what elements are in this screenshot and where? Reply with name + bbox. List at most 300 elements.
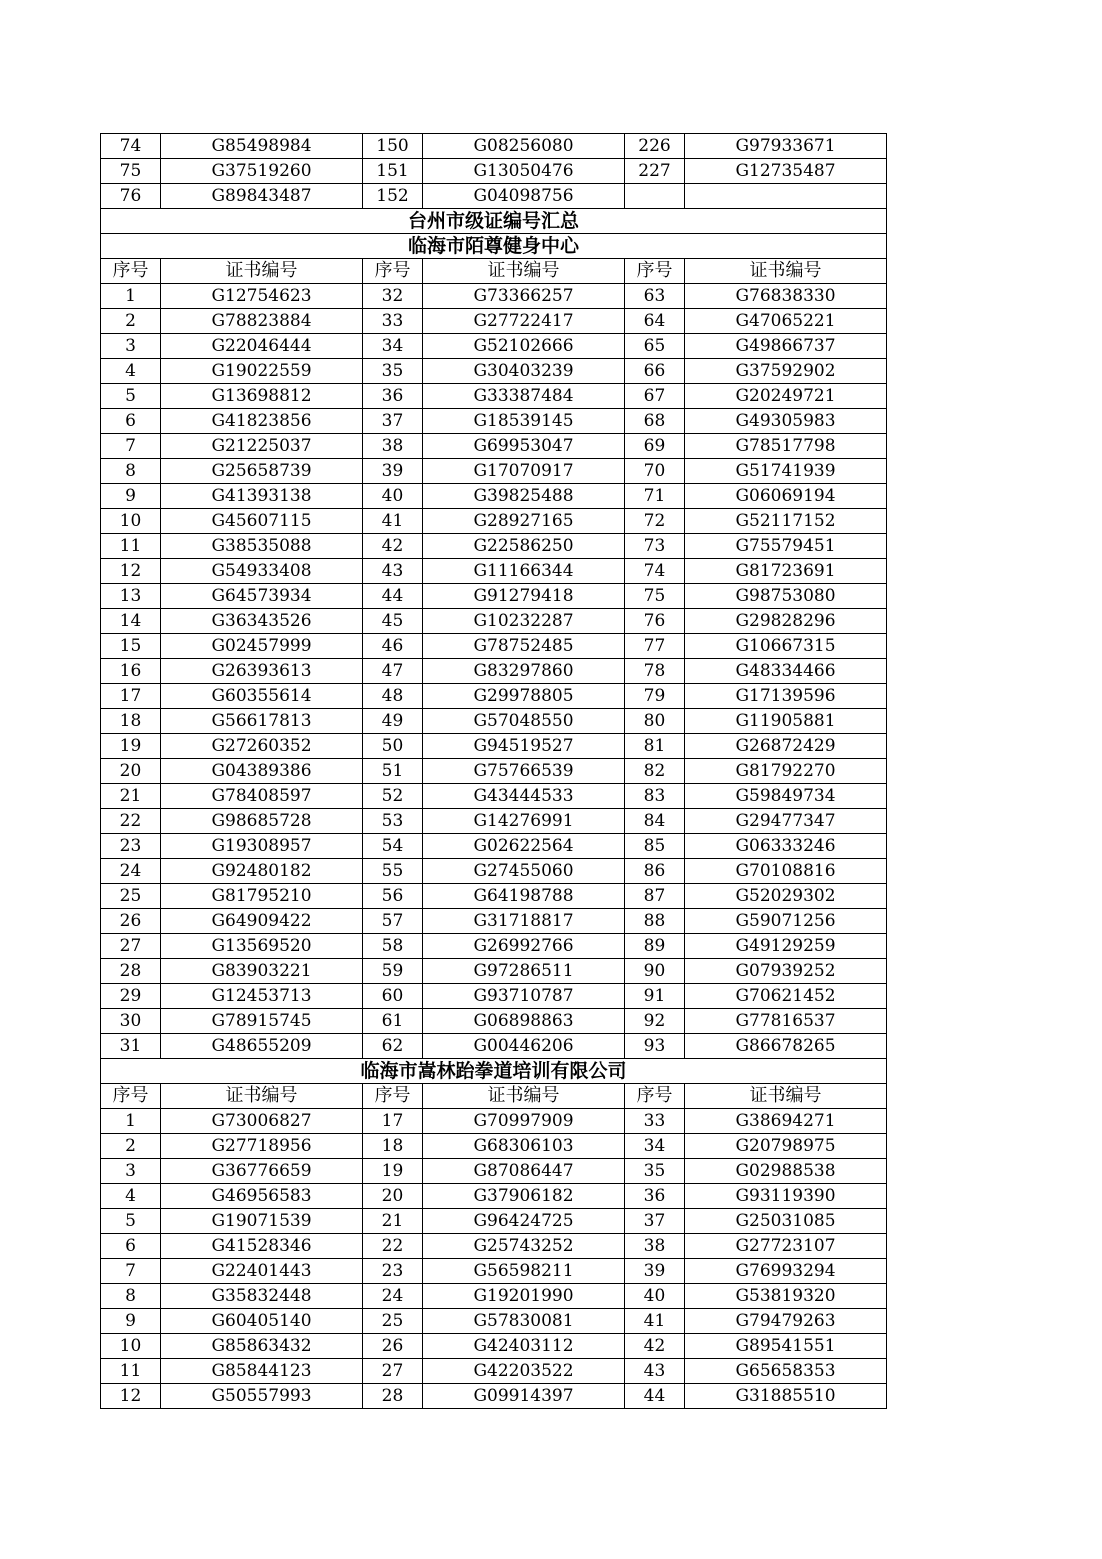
serial-number-cell: 44	[625, 1384, 685, 1409]
serial-number-cell: 9	[101, 484, 161, 509]
certificate-number-cell: G85844123	[161, 1359, 363, 1384]
serial-number-cell: 28	[101, 959, 161, 984]
certificate-number-cell: G45607115	[161, 509, 363, 534]
certificate-number-cell: G75579451	[685, 534, 887, 559]
certificate-number-cell: G13050476	[423, 159, 625, 184]
serial-number-cell: 9	[101, 1309, 161, 1334]
serial-number-cell: 1	[101, 284, 161, 309]
certificate-number-cell: G31885510	[685, 1384, 887, 1409]
certificate-number-cell: G64198788	[423, 884, 625, 909]
serial-number-cell: 83	[625, 784, 685, 809]
section-title-row	[101, 1059, 887, 1084]
serial-number-cell: 87	[625, 884, 685, 909]
table-row	[101, 334, 887, 359]
certificate-number-cell: G22586250	[423, 534, 625, 559]
serial-number-cell: 30	[101, 1009, 161, 1034]
serial-number-cell: 25	[363, 1309, 423, 1334]
certificate-number-header: 证书编号	[161, 1084, 363, 1109]
certificate-number-cell: G65658353	[685, 1359, 887, 1384]
certificate-number-cell: G35832448	[161, 1284, 363, 1309]
certificate-number-cell: G37592902	[685, 359, 887, 384]
serial-number-cell: 4	[101, 359, 161, 384]
table-row	[101, 409, 887, 434]
certificate-number-cell: G54933408	[161, 559, 363, 584]
serial-number-cell: 12	[101, 1384, 161, 1409]
certificate-number-cell: G81792270	[685, 759, 887, 784]
serial-number-cell: 28	[363, 1384, 423, 1409]
certificate-number-cell: G70108816	[685, 859, 887, 884]
certificate-number-cell: G04389386	[161, 759, 363, 784]
certificate-number-cell: G48334466	[685, 659, 887, 684]
serial-number-cell: 2	[101, 309, 161, 334]
summary-title: 台州市级证编号汇总	[101, 209, 887, 234]
serial-number-cell: 72	[625, 509, 685, 534]
table-row	[101, 534, 887, 559]
certificate-number-cell: G97286511	[423, 959, 625, 984]
certificate-number-cell: G79479263	[685, 1309, 887, 1334]
serial-number-cell: 38	[363, 434, 423, 459]
serial-number-cell: 67	[625, 384, 685, 409]
serial-number-cell: 71	[625, 484, 685, 509]
certificate-number-cell: G48655209	[161, 1034, 363, 1059]
serial-number-cell: 22	[101, 809, 161, 834]
certificate-number-cell: G49305983	[685, 409, 887, 434]
serial-number-cell: 11	[101, 1359, 161, 1384]
serial-number-cell: 56	[363, 884, 423, 909]
serial-number-cell: 26	[363, 1334, 423, 1359]
certificate-number-cell	[685, 184, 887, 209]
certificate-number-cell: G26992766	[423, 934, 625, 959]
serial-number-cell: 76	[101, 184, 161, 209]
serial-number-cell: 61	[363, 1009, 423, 1034]
table-row	[101, 434, 887, 459]
serial-number-cell: 33	[625, 1109, 685, 1134]
table-row	[101, 559, 887, 584]
certificate-number-cell: G42203522	[423, 1359, 625, 1384]
serial-number-cell: 74	[625, 559, 685, 584]
serial-number-cell: 15	[101, 634, 161, 659]
certificate-number-cell: G06069194	[685, 484, 887, 509]
table-body	[101, 134, 887, 1409]
certificate-number-header: 证书编号	[161, 259, 363, 284]
serial-number-cell: 42	[625, 1334, 685, 1359]
certificate-number-cell: G51741939	[685, 459, 887, 484]
serial-number-cell: 31	[101, 1034, 161, 1059]
certificate-number-cell: G52117152	[685, 509, 887, 534]
table-row	[101, 884, 887, 909]
certificate-number-cell: G25031085	[685, 1209, 887, 1234]
serial-number-cell: 57	[363, 909, 423, 934]
certificate-number-cell: G18539145	[423, 409, 625, 434]
certificate-number-cell: G06333246	[685, 834, 887, 859]
certificate-number-cell: G29828296	[685, 609, 887, 634]
serial-number-cell: 26	[101, 909, 161, 934]
certificate-number-cell: G83903221	[161, 959, 363, 984]
certificate-number-header: 证书编号	[423, 1084, 625, 1109]
certificate-number-cell: G89541551	[685, 1334, 887, 1359]
certificate-number-cell: G57048550	[423, 709, 625, 734]
certificate-number-cell: G37906182	[423, 1184, 625, 1209]
certificate-number-cell: G27723107	[685, 1234, 887, 1259]
certificate-number-cell: G22401443	[161, 1259, 363, 1284]
certificate-number-cell: G92480182	[161, 859, 363, 884]
serial-number-cell: 27	[363, 1359, 423, 1384]
certificate-number-cell: G49129259	[685, 934, 887, 959]
certificate-number-cell: G93710787	[423, 984, 625, 1009]
serial-number-cell: 41	[363, 509, 423, 534]
serial-number-cell: 38	[625, 1234, 685, 1259]
serial-number-cell	[625, 184, 685, 209]
certificate-number-cell: G85498984	[161, 134, 363, 159]
table-row	[101, 834, 887, 859]
certificate-number-cell: G21225037	[161, 434, 363, 459]
certificate-number-cell: G50557993	[161, 1384, 363, 1409]
certificate-number-cell: G02457999	[161, 634, 363, 659]
table-row	[101, 1259, 887, 1284]
serial-number-cell: 54	[363, 834, 423, 859]
certificate-number-cell: G78752485	[423, 634, 625, 659]
serial-number-cell: 5	[101, 1209, 161, 1234]
serial-number-cell: 35	[625, 1159, 685, 1184]
serial-number-cell: 36	[363, 384, 423, 409]
certificate-number-cell: G96424725	[423, 1209, 625, 1234]
certificate-number-cell: G41393138	[161, 484, 363, 509]
table-row	[101, 634, 887, 659]
certificate-number-cell: G68306103	[423, 1134, 625, 1159]
certificate-number-cell: G33387484	[423, 384, 625, 409]
table-row	[101, 1309, 887, 1334]
table-row	[101, 659, 887, 684]
serial-number-cell: 35	[363, 359, 423, 384]
table-row	[101, 584, 887, 609]
serial-number-cell: 151	[363, 159, 423, 184]
table-row	[101, 809, 887, 834]
serial-number-cell: 24	[363, 1284, 423, 1309]
serial-number-cell: 3	[101, 1159, 161, 1184]
serial-number-cell: 8	[101, 459, 161, 484]
table-row	[101, 184, 887, 209]
serial-number-cell: 16	[101, 659, 161, 684]
serial-number-cell: 27	[101, 934, 161, 959]
serial-number-cell: 18	[101, 709, 161, 734]
certificate-number-cell: G52102666	[423, 334, 625, 359]
serial-number-cell: 10	[101, 509, 161, 534]
serial-number-cell: 92	[625, 1009, 685, 1034]
serial-number-cell: 34	[363, 334, 423, 359]
certificate-number-cell: G19308957	[161, 834, 363, 859]
table-row	[101, 1134, 887, 1159]
serial-number-cell: 18	[363, 1134, 423, 1159]
serial-number-cell: 85	[625, 834, 685, 859]
certificate-number-cell: G98753080	[685, 584, 887, 609]
certificate-number-cell: G13698812	[161, 384, 363, 409]
table-row	[101, 359, 887, 384]
serial-number-cell: 51	[363, 759, 423, 784]
serial-number-cell: 65	[625, 334, 685, 359]
certificate-number-cell: G09914397	[423, 1384, 625, 1409]
serial-number-cell: 58	[363, 934, 423, 959]
table-row	[101, 284, 887, 309]
certificate-number-cell: G28927165	[423, 509, 625, 534]
certificate-number-cell: G19201990	[423, 1284, 625, 1309]
table-row	[101, 509, 887, 534]
table-row	[101, 1359, 887, 1384]
certificate-number-cell: G17139596	[685, 684, 887, 709]
serial-number-cell: 152	[363, 184, 423, 209]
certificate-number-cell: G78408597	[161, 784, 363, 809]
serial-number-cell: 21	[363, 1209, 423, 1234]
certificate-number-cell: G42403112	[423, 1334, 625, 1359]
table-row	[101, 859, 887, 884]
serial-number-cell: 150	[363, 134, 423, 159]
certificate-number-cell: G69953047	[423, 434, 625, 459]
serial-number-cell: 80	[625, 709, 685, 734]
serial-number-cell: 32	[363, 284, 423, 309]
serial-number-cell: 66	[625, 359, 685, 384]
certificate-number-cell: G11905881	[685, 709, 887, 734]
serial-number-cell: 33	[363, 309, 423, 334]
certificate-number-cell: G91279418	[423, 584, 625, 609]
serial-number-cell: 79	[625, 684, 685, 709]
certificate-number-cell: G07939252	[685, 959, 887, 984]
certificate-number-cell: G97933671	[685, 134, 887, 159]
certificate-number-cell: G19071539	[161, 1209, 363, 1234]
serial-number-cell: 3	[101, 334, 161, 359]
table-row	[101, 384, 887, 409]
certificate-number-cell: G93119390	[685, 1184, 887, 1209]
serial-number-cell: 75	[101, 159, 161, 184]
serial-number-cell: 6	[101, 409, 161, 434]
serial-number-cell: 10	[101, 1334, 161, 1359]
serial-number-header: 序号	[363, 259, 423, 284]
serial-number-cell: 7	[101, 434, 161, 459]
table-row	[101, 734, 887, 759]
certificate-number-cell: G56598211	[423, 1259, 625, 1284]
certificate-number-cell: G59071256	[685, 909, 887, 934]
serial-number-cell: 88	[625, 909, 685, 934]
serial-number-cell: 47	[363, 659, 423, 684]
serial-number-cell: 45	[363, 609, 423, 634]
table-row	[101, 1184, 887, 1209]
serial-number-cell: 64	[625, 309, 685, 334]
serial-number-cell: 81	[625, 734, 685, 759]
serial-number-cell: 40	[363, 484, 423, 509]
table-row	[101, 684, 887, 709]
certificate-number-cell: G12735487	[685, 159, 887, 184]
certificate-number-cell: G60355614	[161, 684, 363, 709]
table-row	[101, 909, 887, 934]
table-row	[101, 134, 887, 159]
serial-number-cell: 37	[625, 1209, 685, 1234]
table-row	[101, 1209, 887, 1234]
certificate-number-cell: G37519260	[161, 159, 363, 184]
certificate-number-cell: G27455060	[423, 859, 625, 884]
certificate-number-cell: G00446206	[423, 1034, 625, 1059]
serial-number-cell: 4	[101, 1184, 161, 1209]
certificate-number-cell: G60405140	[161, 1309, 363, 1334]
serial-number-cell: 23	[363, 1259, 423, 1284]
serial-number-cell: 46	[363, 634, 423, 659]
certificate-number-cell: G43444533	[423, 784, 625, 809]
serial-number-header: 序号	[363, 1084, 423, 1109]
certificate-number-cell: G78915745	[161, 1009, 363, 1034]
serial-number-cell: 227	[625, 159, 685, 184]
certificate-number-cell: G47065221	[685, 309, 887, 334]
certificate-number-cell: G02988538	[685, 1159, 887, 1184]
serial-number-cell: 5	[101, 384, 161, 409]
certificate-number-cell: G20798975	[685, 1134, 887, 1159]
serial-number-cell: 69	[625, 434, 685, 459]
serial-number-cell: 20	[363, 1184, 423, 1209]
table-row	[101, 1384, 887, 1409]
certificate-number-cell: G29978805	[423, 684, 625, 709]
serial-number-cell: 7	[101, 1259, 161, 1284]
serial-number-cell: 17	[101, 684, 161, 709]
table-row	[101, 1009, 887, 1034]
section-title-row	[101, 234, 887, 259]
certificate-number-cell: G75766539	[423, 759, 625, 784]
certificate-number-cell: G11166344	[423, 559, 625, 584]
certificate-number-cell: G36343526	[161, 609, 363, 634]
certificate-number-cell: G81795210	[161, 884, 363, 909]
certificate-number-cell: G26393613	[161, 659, 363, 684]
certificate-number-cell: G17070917	[423, 459, 625, 484]
serial-number-cell: 70	[625, 459, 685, 484]
table-row	[101, 1234, 887, 1259]
serial-number-header: 序号	[101, 259, 161, 284]
certificate-number-cell: G64573934	[161, 584, 363, 609]
certificate-number-cell: G20249721	[685, 384, 887, 409]
certificate-number-cell: G86678265	[685, 1034, 887, 1059]
serial-number-cell: 76	[625, 609, 685, 634]
certificate-number-cell: G30403239	[423, 359, 625, 384]
certificate-number-cell: G49866737	[685, 334, 887, 359]
serial-number-header: 序号	[101, 1084, 161, 1109]
certificate-number-cell: G27722417	[423, 309, 625, 334]
serial-number-cell: 19	[101, 734, 161, 759]
certificate-number-cell: G25658739	[161, 459, 363, 484]
table-row	[101, 1109, 887, 1134]
serial-number-cell: 75	[625, 584, 685, 609]
certificate-number-cell: G27260352	[161, 734, 363, 759]
certificate-number-cell: G38535088	[161, 534, 363, 559]
certificate-number-cell: G41823856	[161, 409, 363, 434]
certificate-number-cell: G73366257	[423, 284, 625, 309]
serial-number-cell: 17	[363, 1109, 423, 1134]
certificate-number-cell: G39825488	[423, 484, 625, 509]
certificate-number-cell: G02622564	[423, 834, 625, 859]
certificate-number-cell: G31718817	[423, 909, 625, 934]
certificate-number-cell: G14276991	[423, 809, 625, 834]
table-row	[101, 159, 887, 184]
table-row	[101, 459, 887, 484]
serial-number-cell: 43	[625, 1359, 685, 1384]
certificate-number-header: 证书编号	[685, 259, 887, 284]
serial-number-cell: 48	[363, 684, 423, 709]
certificate-number-cell: G25743252	[423, 1234, 625, 1259]
serial-number-cell: 60	[363, 984, 423, 1009]
certificate-number-cell: G78823884	[161, 309, 363, 334]
section-title: 临海市嵩林跆拳道培训有限公司	[101, 1059, 887, 1084]
serial-number-cell: 40	[625, 1284, 685, 1309]
serial-number-header: 序号	[625, 259, 685, 284]
serial-number-cell: 84	[625, 809, 685, 834]
table-row	[101, 709, 887, 734]
certificate-number-header: 证书编号	[423, 259, 625, 284]
certificate-number-cell: G41528346	[161, 1234, 363, 1259]
serial-number-cell: 21	[101, 784, 161, 809]
certificate-number-cell: G53819320	[685, 1284, 887, 1309]
certificate-number-cell: G77816537	[685, 1009, 887, 1034]
serial-number-cell: 42	[363, 534, 423, 559]
serial-number-cell: 25	[101, 884, 161, 909]
serial-number-cell: 12	[101, 559, 161, 584]
certificate-number-cell: G73006827	[161, 1109, 363, 1134]
serial-number-cell: 89	[625, 934, 685, 959]
certificate-number-cell: G87086447	[423, 1159, 625, 1184]
serial-number-cell: 55	[363, 859, 423, 884]
certificate-number-cell: G70997909	[423, 1109, 625, 1134]
column-header-row	[101, 1084, 887, 1109]
serial-number-cell: 52	[363, 784, 423, 809]
serial-number-header: 序号	[625, 1084, 685, 1109]
certificate-number-cell: G64909422	[161, 909, 363, 934]
table-row	[101, 309, 887, 334]
serial-number-cell: 14	[101, 609, 161, 634]
serial-number-cell: 23	[101, 834, 161, 859]
serial-number-cell: 91	[625, 984, 685, 1009]
serial-number-cell: 6	[101, 1234, 161, 1259]
serial-number-cell: 78	[625, 659, 685, 684]
serial-number-cell: 13	[101, 584, 161, 609]
table-row	[101, 1159, 887, 1184]
serial-number-cell: 68	[625, 409, 685, 434]
certificate-number-cell: G38694271	[685, 1109, 887, 1134]
serial-number-cell: 11	[101, 534, 161, 559]
serial-number-cell: 82	[625, 759, 685, 784]
serial-number-cell: 2	[101, 1134, 161, 1159]
certificate-number-cell: G12453713	[161, 984, 363, 1009]
serial-number-cell: 49	[363, 709, 423, 734]
serial-number-cell: 86	[625, 859, 685, 884]
certificate-number-cell: G06898863	[423, 1009, 625, 1034]
certificate-number-cell: G04098756	[423, 184, 625, 209]
certificate-number-cell: G83297860	[423, 659, 625, 684]
serial-number-cell: 53	[363, 809, 423, 834]
certificate-number-cell: G52029302	[685, 884, 887, 909]
certificate-number-cell: G13569520	[161, 934, 363, 959]
certificate-number-cell: G78517798	[685, 434, 887, 459]
serial-number-cell: 36	[625, 1184, 685, 1209]
table-row	[101, 1334, 887, 1359]
table-row	[101, 959, 887, 984]
table-row	[101, 934, 887, 959]
serial-number-cell: 74	[101, 134, 161, 159]
certificate-number-cell: G12754623	[161, 284, 363, 309]
certificate-number-cell: G98685728	[161, 809, 363, 834]
summary-title-row	[101, 209, 887, 234]
table-row	[101, 759, 887, 784]
certificate-number-cell: G76838330	[685, 284, 887, 309]
serial-number-cell: 41	[625, 1309, 685, 1334]
certificate-number-table	[100, 133, 887, 1409]
certificate-number-cell: G76993294	[685, 1259, 887, 1284]
certificate-number-cell: G22046444	[161, 334, 363, 359]
serial-number-cell: 59	[363, 959, 423, 984]
serial-number-cell: 90	[625, 959, 685, 984]
table-row	[101, 484, 887, 509]
serial-number-cell: 93	[625, 1034, 685, 1059]
